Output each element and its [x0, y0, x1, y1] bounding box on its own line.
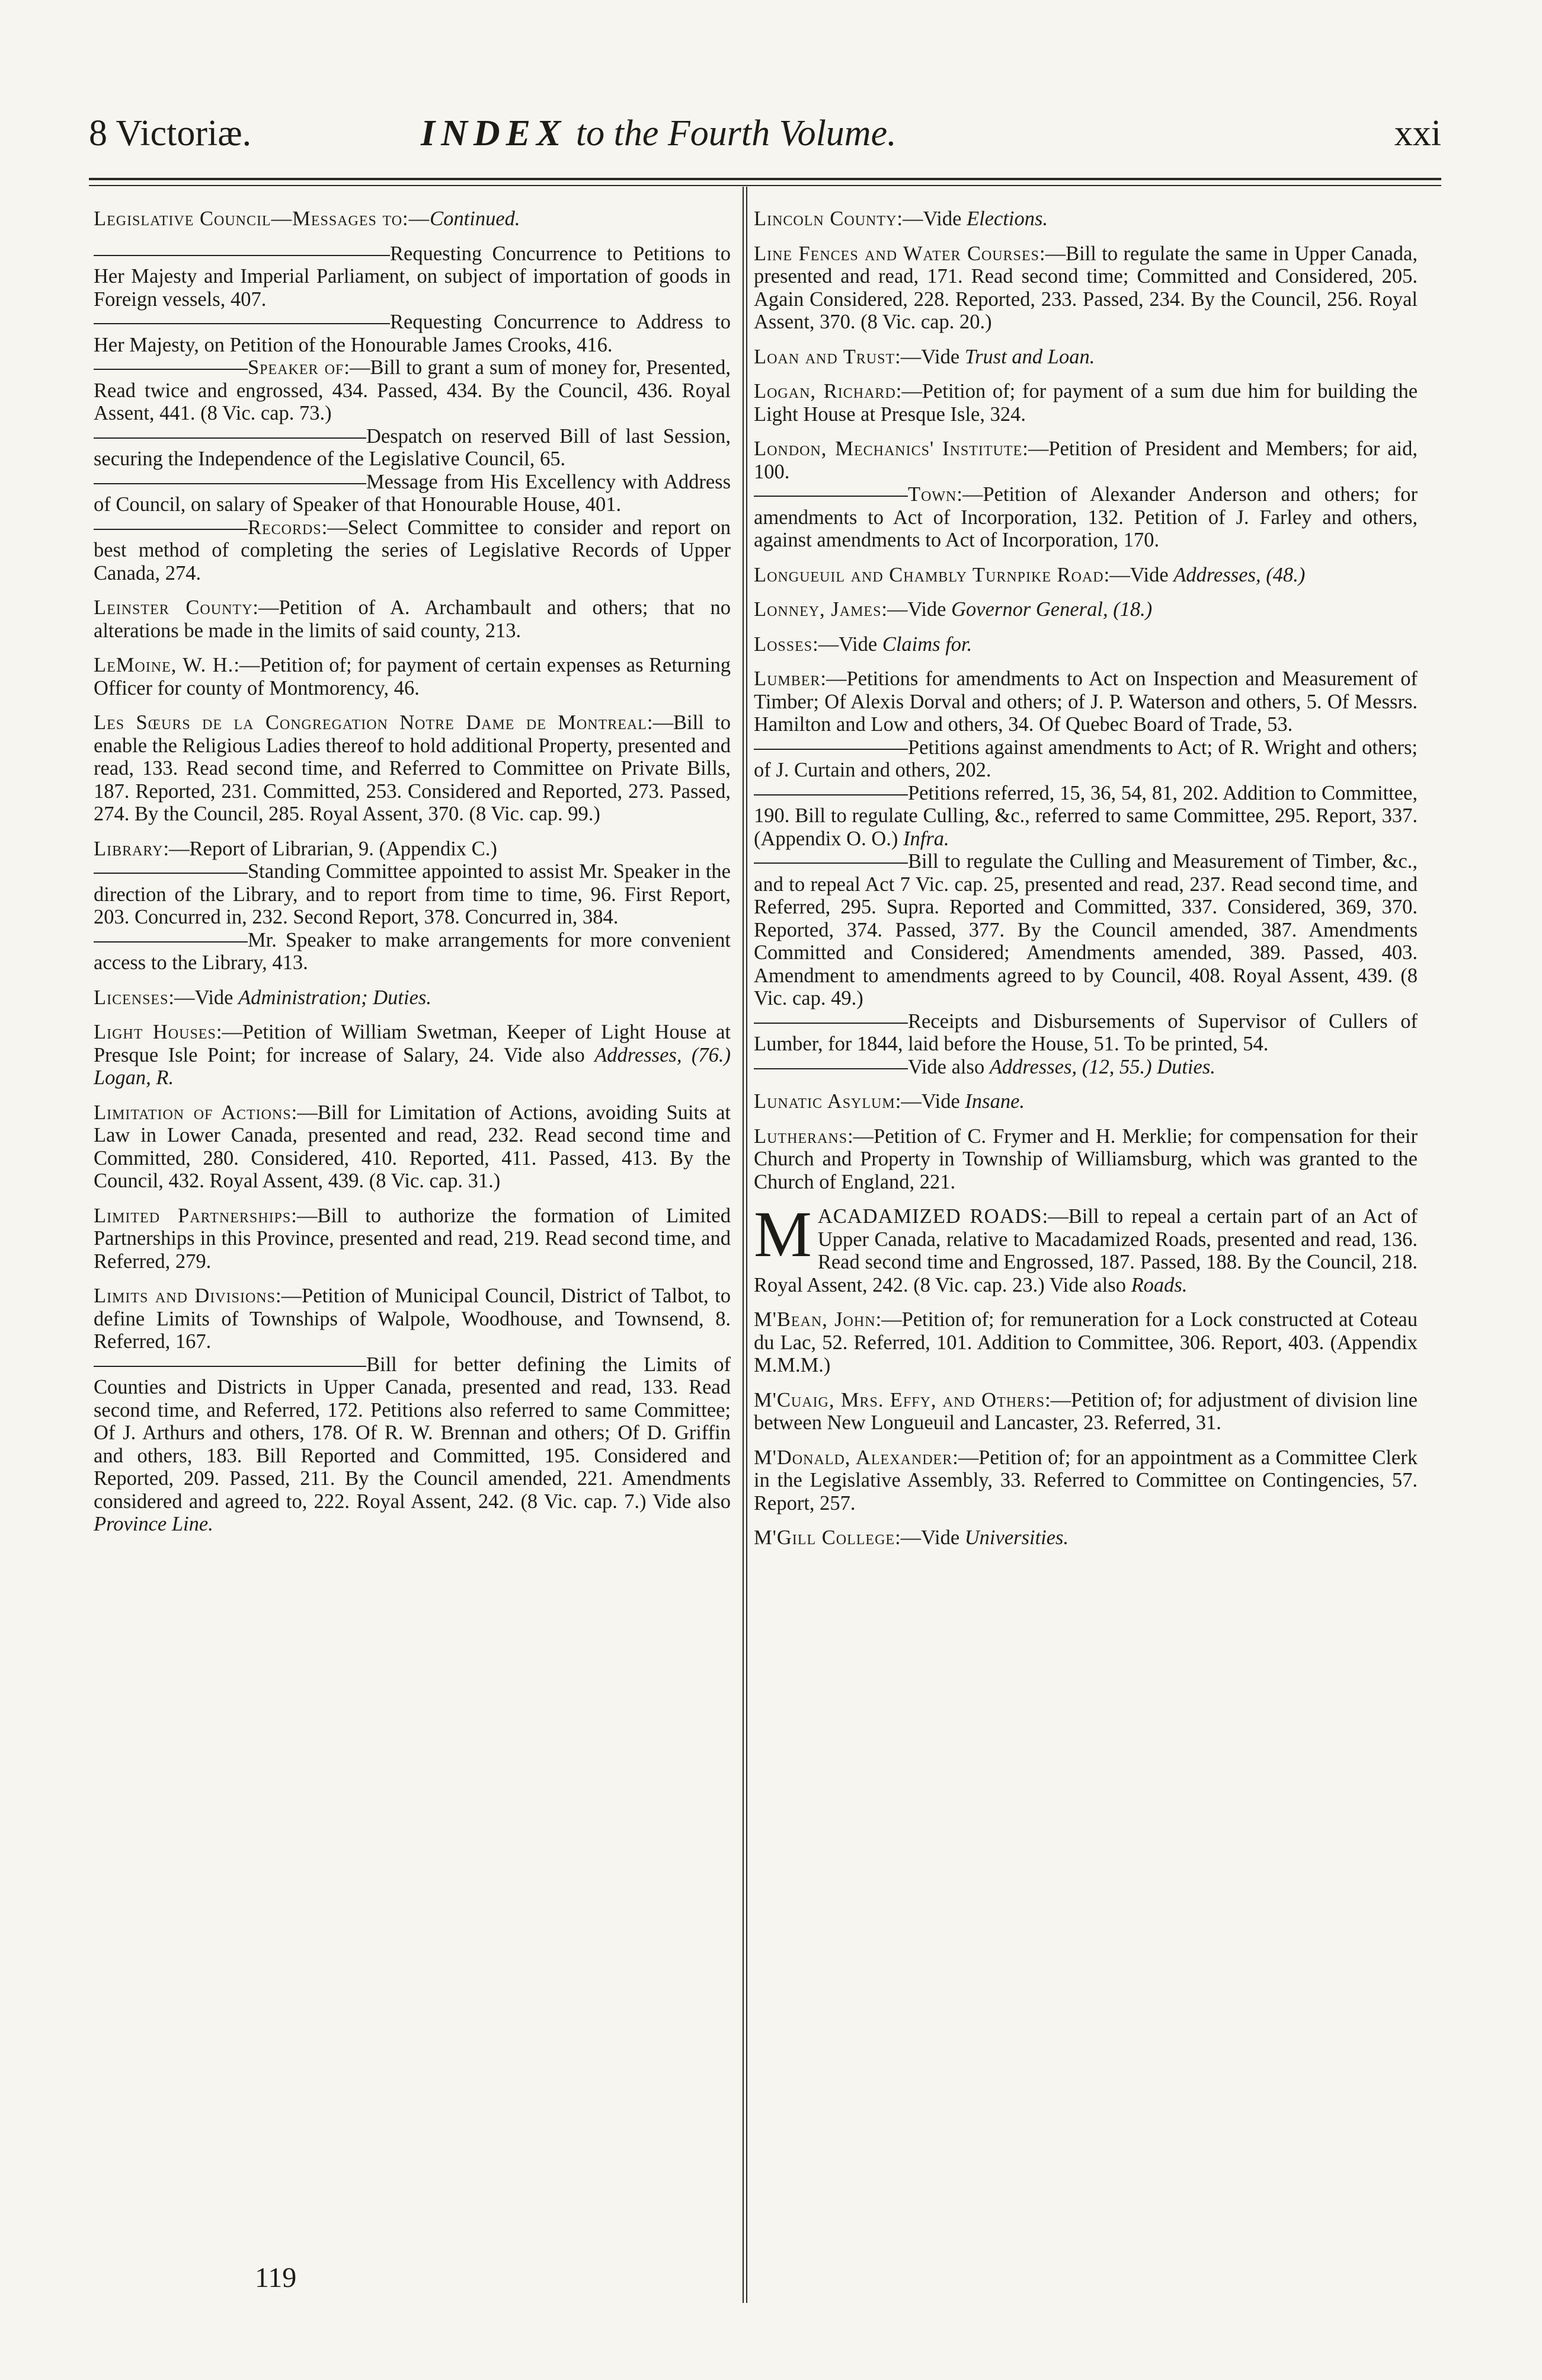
entry-italic-ref: Universities.	[964, 1526, 1069, 1549]
entry-italic-ref: Province Line.	[94, 1513, 213, 1535]
entry-text: Requesting Concurrence to Petitions to Her Majesty and Imperial Parliament, on subject of importation of goods in Foreign vessels, 407.	[94, 242, 731, 311]
entry-heading: London, Mechanics' Institute	[754, 437, 1023, 460]
continuation-dash	[754, 794, 908, 796]
index-entry	[754, 1090, 1418, 1113]
entry-heading: Licenses	[94, 986, 169, 1009]
index-entry	[94, 356, 731, 425]
index-entry	[94, 1285, 731, 1353]
entry-heading: M'Gill College	[754, 1526, 895, 1549]
continuation-dash	[94, 529, 248, 530]
entry-text: :—Select Committee to consider and report on best method of completing the series of Legislative Records of Upper Canada, 274.	[94, 516, 731, 584]
entry-italic-ref: Governor General, (18.)	[951, 598, 1153, 621]
index-entry	[754, 1125, 1418, 1194]
entry-heading: M'Bean, John	[754, 1308, 876, 1331]
index-entry	[94, 311, 731, 356]
drop-capital: M	[754, 1198, 812, 1270]
header-index-word: INDEX	[421, 113, 567, 154]
index-entry	[754, 437, 1418, 483]
entry-italic-ref: Addresses, (12, 55.) Duties.	[989, 1055, 1215, 1078]
entry-text: :—Bill to enable the Religious Ladies thereof to hold additional Property, presented and read, 133. Read second time, and Referred to Committee on Private Bills, 187. Reported, 231. Committed, 253. Considered and Reported, 273. Passed, 274. By the Council, 285. Royal Assent, 370. (8 Vic. cap. 99.)	[94, 711, 731, 825]
entry-text: :—Petition of William Swetman, Keeper of Light House at Presque Isle Point; for increase of Salary, 24. Vide also	[94, 1021, 731, 1066]
entry-italic-ref: Elections.	[967, 207, 1048, 230]
index-entry	[754, 483, 1418, 552]
entry-heading: ACADAMIZED ROADS	[817, 1205, 1042, 1228]
entry-italic-ref: Infra.	[903, 827, 949, 850]
entry-text: :—Petition of C. Frymer and H. Merklie; for compensation for their Church and Property in Township of Williamsburg, which was granted to the Church of England, 221.	[754, 1124, 1418, 1193]
index-entry	[94, 242, 731, 311]
entry-heading: Lunatic Asylum	[754, 1090, 895, 1113]
entry-text: :—Bill to authorize the formation of Limited Partnerships in this Province, presented and read, 219. Read second time, and Referred, 279.	[94, 1204, 731, 1273]
continuation-dash	[94, 255, 390, 256]
entry-text: :—Petition of Municipal Council, District of Talbot, to define Limits of Townships of Walpole, Woodhouse, and Townsend, 8. Referred, 167.	[94, 1285, 731, 1353]
index-entry	[94, 207, 731, 231]
entry-heading: Lutherans	[754, 1124, 848, 1148]
left-column	[94, 207, 731, 1536]
index-entry	[94, 1205, 731, 1273]
index-entry	[754, 1056, 1418, 1079]
index-entry	[94, 425, 731, 471]
index-entry	[94, 654, 731, 699]
continuation-dash	[94, 483, 366, 484]
index-entry	[754, 633, 1418, 656]
page-number: 119	[255, 2262, 297, 2293]
continuation-dash	[94, 1366, 366, 1367]
entry-text: Requesting Concurrence to Address to Her Majesty, on Petition of the Honourable James Crooks, 416.	[94, 311, 731, 356]
entry-text: Bill to regulate the Culling and Measurement of Timber, &c., and to repeal Act 7 Vic. cap. 25, presented and read, 237. Read second time, and Referred, 295. Supra. Reported and Committed, 337. Considered, 369, 370. Reported, 374. Passed, 377. By the Council amended, 387. Amendments Committed and Considered; Amendments amended, 389. Passed, 403. Amendment to amendments agreed to by Council, 408. Royal Assent, 439. (8 Vic. cap. 49.)	[754, 850, 1418, 1009]
index-entry	[94, 1353, 731, 1536]
index-entry	[754, 782, 1418, 851]
entry-text: :—Vide	[895, 1526, 965, 1549]
index-entry	[754, 1526, 1418, 1550]
entry-italic-ref: Insane.	[965, 1090, 1025, 1113]
continuation-dash	[754, 1023, 908, 1024]
entry-italic-ref: Trust and Loan.	[964, 345, 1095, 368]
index-entry	[754, 564, 1418, 587]
entry-heading: Losses	[754, 632, 813, 656]
entry-text: :—Vide	[895, 345, 965, 368]
entry-text: :—Vide	[897, 207, 967, 230]
entry-text: :—Bill to regulate the same in Upper Canada, presented and read, 171. Read second time; Committed and Considered, 205. Again Considered, 228. Reported, 233. Passed, 234. By the Council, 256. Royal Assent, 370. (8 Vic. cap. 20.)	[754, 242, 1418, 333]
entry-text: :—Bill for Limitation of Actions, avoiding Suits at Law in Lower Canada, presented and read, 232. Read second time and Committed, 280. Considered, 410. Reported, 411. Passed, 413. By the Council, 432. Royal Assent, 439. (8 Vic. cap. 31.)	[94, 1101, 731, 1192]
entry-heading: Limitation of Actions	[94, 1101, 292, 1124]
index-entry	[94, 596, 731, 642]
index-entry	[94, 929, 731, 975]
continuation-dash	[94, 873, 248, 874]
index-entry	[94, 516, 731, 585]
entry-heading: Loan and Trust	[754, 345, 895, 368]
header-rule-thin	[89, 185, 1441, 186]
index-entry	[754, 1446, 1418, 1515]
index-entry	[94, 986, 731, 1009]
header-rule-thick	[89, 178, 1441, 180]
entry-heading: Lumber	[754, 667, 821, 690]
entry-text: :—Bill to repeal a certain part of an Act of Upper Canada, relative to Macadamized Roads, presented and read, 136. Read second time and Engrossed, 187. Passed, 188. By the Council, 218. Royal Assent, 242. (8 Vic. cap. 23.) Vide also	[754, 1205, 1418, 1296]
column-divider	[743, 187, 747, 2303]
index-entry	[754, 1308, 1418, 1377]
entry-heading: Town	[908, 483, 957, 506]
index-entry	[94, 838, 731, 861]
index-entry	[94, 471, 731, 516]
entry-text: Petitions against amendments to Act; of R. Wright and others; of J. Curtain and others, 202.	[754, 736, 1418, 781]
entry-text: :—Bill to grant a sum of money for, Presented, Read twice and engrossed, 434. Passed, 434. By the Council, 436. Royal Assent, 441. (8 Vic. cap. 73.)	[94, 356, 731, 424]
continuation-dash	[754, 496, 908, 497]
entry-italic-ref: Continued.	[430, 207, 520, 230]
entry-text: Bill for better defining the Limits of Counties and Districts in Upper Canada, presented and read, 133. Read second time, and Referred, 172. Petitions also referred to same Committee; Of J. Arthurs and others, 178. Of R. W. Brennan and others; Of D. Griffin and others, 183. Bill Reported and Committed, 195. Considered and Reported, 209. Passed, 211. By the Council amended, 221. Amendments considered and agreed to, 222. Royal Assent, 242. (8 Vic. cap. 7.) Vide also	[94, 1353, 731, 1513]
entry-heading: Les Sœurs de la Congregation Notre Dame de Montreal	[94, 711, 647, 734]
entry-heading: LeMoine, W. H.	[94, 654, 234, 676]
entry-italic-ref: Addresses, (48.)	[1173, 563, 1306, 586]
entry-italic-ref: Addresses, (76.) Logan, R.	[94, 1043, 731, 1089]
continuation-dash	[94, 369, 248, 370]
entry-text: :—Petition of; for adjustment of division line between New Longueuil and Lancaster, 23. Referred, 31.	[754, 1388, 1418, 1434]
entry-italic-ref: Administration; Duties.	[238, 986, 431, 1009]
entry-heading: Library	[94, 837, 164, 860]
continuation-dash	[754, 862, 908, 864]
entry-heading: Speaker of	[248, 356, 344, 379]
entry-heading: Leinster County	[94, 596, 253, 619]
entry-heading: Longueuil and Chambly Turnpike Road	[754, 563, 1104, 586]
entry-text: Despatch on reserved Bill of last Session, securing the Independence of the Legislative Council, 65.	[94, 424, 731, 470]
continuation-dash	[94, 437, 366, 439]
entry-heading: Records	[248, 516, 322, 539]
continuation-dash	[754, 1068, 908, 1069]
index-entry	[754, 242, 1418, 334]
entry-heading: M'Cuaig, Mrs. Effy, and Others	[754, 1388, 1045, 1411]
entry-text: Message from His Excellency with Address of Council, on salary of Speaker of that Honourable House, 401.	[94, 470, 731, 516]
header-reign: 8 Victoriæ.	[89, 113, 252, 154]
entry-text: :—Petition of; for payment of a sum due him for building the Light House at Presque Isle, 324.	[754, 380, 1418, 426]
entry-text: :—Vide	[812, 632, 882, 656]
entry-heading: Logan, Richard	[754, 380, 896, 402]
index-entry	[754, 598, 1418, 621]
entry-text: :—Petition of President and Members; for aid, 100.	[754, 437, 1418, 483]
entry-heading: M'Donald, Alexander	[754, 1446, 953, 1469]
entry-text: Standing Committee appointed to assist Mr. Speaker in the direction of the Library, and to report from time to time, 96. First Report, 203. Concurred in, 232. Second Report, 378. Concurred in, 384.	[94, 860, 731, 928]
continuation-dash	[94, 941, 248, 943]
entry-italic-ref: Claims for.	[882, 632, 972, 656]
entry-text: :—Petition of; for an appointment as a Committee Clerk in the Legislative Assembly, 33. Referred to Committee on Contingencies, 57. Report, 257.	[754, 1446, 1418, 1515]
entry-text: Mr. Speaker to make arrangements for more convenient access to the Library, 413.	[94, 928, 731, 974]
index-entry	[754, 1010, 1418, 1056]
entry-text: :—Report of Librarian, 9. (Appendix C.)	[163, 837, 497, 860]
index-entry	[754, 736, 1418, 782]
entry-heading: Line Fences and Water Courses	[754, 242, 1039, 265]
index-entry	[754, 207, 1418, 231]
entry-text: :—Petition of; for payment of certain expenses as Returning Officer for county of Montmorency, 46.	[94, 654, 731, 699]
running-header	[89, 113, 1441, 166]
index-entry	[94, 1021, 731, 1090]
entry-text: Vide also	[908, 1055, 990, 1078]
entry-text: :—Vide	[1103, 563, 1174, 586]
entry-text: :—Vide	[881, 598, 952, 621]
index-entry	[94, 860, 731, 929]
entry-heading: Legislative Council—Messages to:—	[94, 207, 430, 230]
entry-heading: Light Houses	[94, 1021, 216, 1043]
right-column	[754, 207, 1418, 1550]
entry-text: :—Petitions for amendments to Act on Inspection and Measurement of Timber; Of Alexis Dorval and others; of J. P. Waterson and others, 5. Of Messrs. Hamilton and Low and others, 34. Of Quebec Board of Trade, 53.	[754, 667, 1418, 736]
entry-text: :—Petition of; for remuneration for a Lock constructed at Coteau du Lac, 52. Referred, 101. Addition to Committee, 306. Report, 403. (Appendix M.M.M.)	[754, 1308, 1418, 1376]
entry-heading: Limited Partnerships	[94, 1204, 292, 1227]
entry-heading: Lonney, James	[754, 598, 882, 621]
index-entry	[754, 346, 1418, 369]
entry-italic-ref: Roads.	[1131, 1273, 1188, 1296]
index-entry	[754, 1389, 1418, 1435]
entry-text: :—Vide	[895, 1090, 965, 1113]
index-entry	[754, 1198, 1418, 1296]
entry-text: :—Petition of A. Archambault and others; that no alterations be made in the limits of said county, 213.	[94, 596, 731, 642]
index-entry	[94, 1101, 731, 1193]
header-title-rest: to the Fourth Volume.	[567, 113, 897, 154]
index-entry	[754, 850, 1418, 1010]
entry-text: :—Petition of Alexander Anderson and others; for amendments to Act of Incorporation, 132. Petition of J. Farley and others, against amendments to Act of Incorporation, 170.	[754, 483, 1418, 551]
continuation-dash	[754, 749, 908, 750]
entry-heading: Lincoln County	[754, 207, 897, 230]
index-entry	[94, 711, 731, 826]
header-page-roman: xxi	[1394, 113, 1441, 154]
index-entry	[754, 380, 1418, 426]
entry-text: Receipts and Disbursements of Supervisor of Cullers of Lumber, for 1844, laid before the House, 51. To be printed, 54.	[754, 1009, 1418, 1055]
entry-text: :—Vide	[168, 986, 239, 1009]
entry-heading: Limits and Divisions	[94, 1285, 276, 1307]
entry-text: Petitions referred, 15, 36, 54, 81, 202. Addition to Committee, 190. Bill to regulate Culling, &c., referred to same Committee, 295. Report, 337. (Appendix O. O.)	[754, 781, 1418, 850]
header-title	[421, 113, 897, 155]
continuation-dash	[94, 323, 390, 324]
index-entry	[754, 667, 1418, 736]
